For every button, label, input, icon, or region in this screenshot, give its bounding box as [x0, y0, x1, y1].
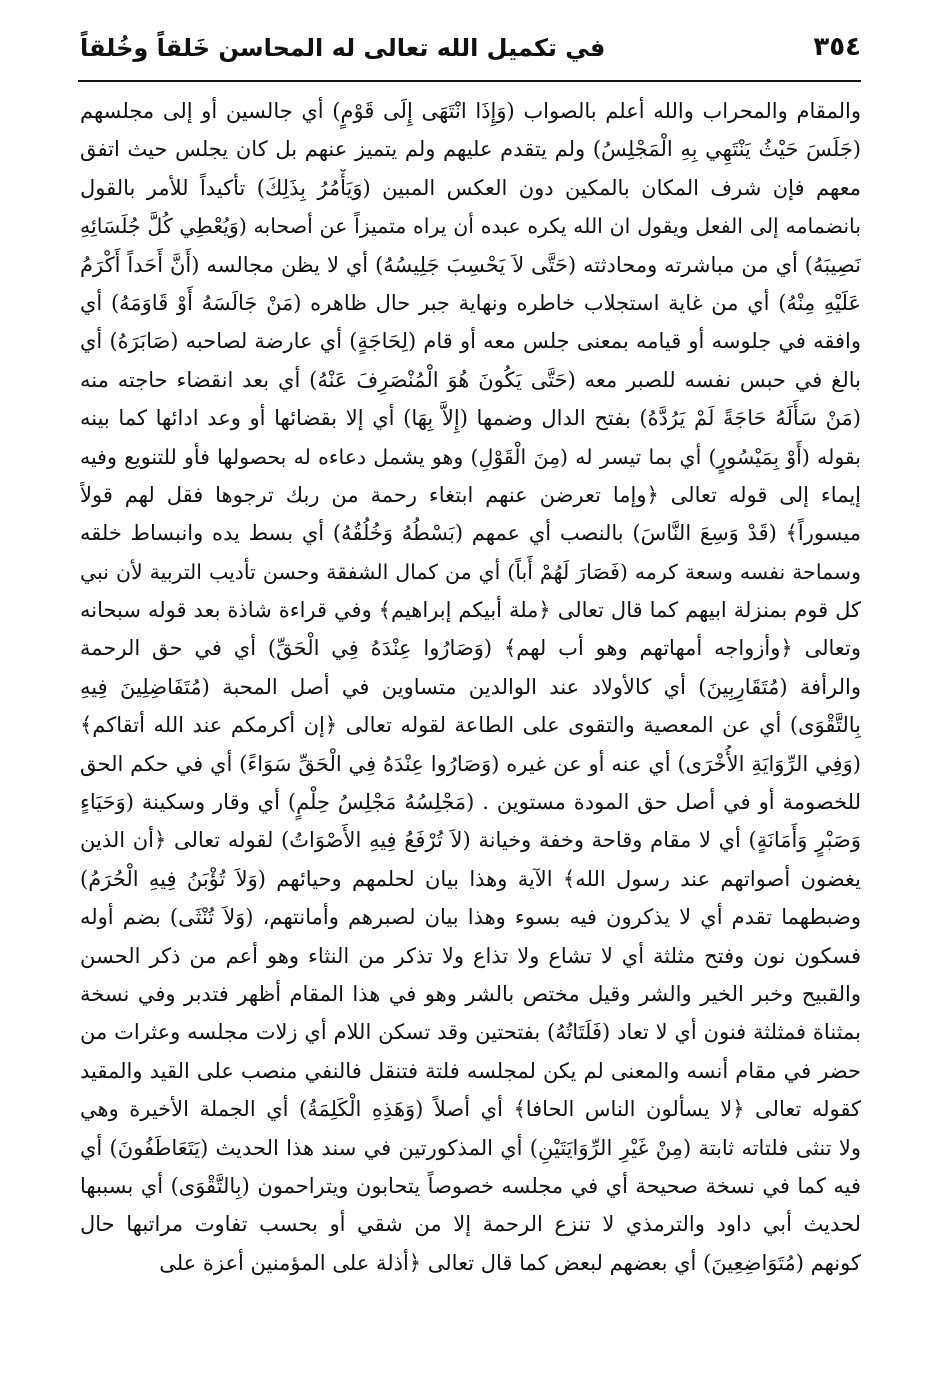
text-line: (جَلَسَ حَيْثُ يَنْتَهِي بِهِ الْمَجْلِسُ) ولم يتقدم عليهم ولم يتميز عنهم بل كان يجلس حيث اتفق — [80, 137, 861, 162]
text-line: (وَفِي الرِّوَايَةِ الأُخْرَى) أي عنه أو عن غيره (وَصَارُوا عِنْدَهُ فِي الْحَقِّ سَوَاءً) أي في حكم الحق — [80, 751, 861, 776]
text-line: حضر في مقام أنسه والمعنى لم يكن لمجلسه فلتة فتنقل فالنفي منصب على القيد والمقيد — [80, 1058, 861, 1083]
text-line: كل قوم بمنزلة ابيهم كما قال تعالى ﴿ملة أبيكم إبراهيم﴾ وفي قراءة شاذة بعد قوله سبحانه — [80, 598, 861, 623]
text-line: وتعالى ﴿وأزواجه أمهاتهم وهو أب لهم﴾ (وَصَارُوا عِنْدَهُ فِي الْحَقِّ) أي في حق الرحمة — [80, 636, 861, 661]
text-line: معهم فإن شرف المكان بالمكين دون العكس المبين (وَيَأْمُرُ بِذَلِكَ) تأكيداً للأمر بالقول — [80, 175, 861, 200]
text-line: إيماء إلى قوله تعالى ﴿وإما تعرضن عنهم ابتغاء رحمة من ربك ترجوها فقل لهم قولاً — [80, 482, 861, 507]
text-line: كونهم (مُتَوَاضِعِينَ) أي بعضهم لبعض كما قال تعالى ﴿أذلة على المؤمنين أعزة على — [159, 1250, 861, 1275]
text-line: نَصِيبَهُ) أي من مباشرته ومحادثته (حَتَّى لاَ يَحْسِبَ جَلِيسُهُ) أي لا يظن مجالسه (أَنَّ أَحَداً أَكْرَمُ — [80, 252, 861, 277]
text-line: كقوله تعالى ﴿لا يسألون الناس الحافا﴾ أي أصلاً (وَهَذِهِ الْكَلِمَةُ) أي الجملة الأخيرة وهي — [80, 1097, 861, 1122]
text-line: والرأفة (مُتَقَارِبِينَ) أي كالأولاد عند الوالدين متساوين في أصل المحبة (مُتَفَاضِلِينَ فِيهِ — [80, 674, 861, 699]
text-line: ولا تنثى فلتاته ثابتة (مِنْ غَيْرِ الرِّوَايَتَيْنِ) أي المذكورتين في سند هذا الحديث (يَتَعَاطَفُونَ) أي — [80, 1135, 861, 1160]
header-divider — [78, 80, 861, 82]
text-line: (مَنْ سَأَلَهُ حَاجَةً لَمْ يَرُدَّهُ) بفتح الدال وضمها (إِلاَّ بِهَا) أي إلا بقضائها أو وعد ادائها كما بينه — [80, 406, 861, 431]
text-line: وَصَبْرٍ وَأَمَانَةٍ) أي لا مقام وقاحة وخفة وخيانة (لاَ تُرْفَعُ فِيهِ الأَصْوَاتُ) لقوله تعالى ﴿أن الذين — [80, 828, 861, 853]
text-line: والمقام والمحراب والله أعلم بالصواب (وَإِذَا انْتَهَى إِلَى قَوْمٍ) أي جالسين أو إلى مجلسهم — [80, 99, 861, 123]
page-number: ٣٥٤ — [813, 32, 861, 62]
text-line: فسكون نون وفتح مثلثة أي لا تشاع ولا تذاع ولا تذكر من النثاء وهو أعم من ذكر الحسن — [80, 943, 861, 968]
text-line: للخصومة أو في أصل حق المودة مستوين . (مَجْلِسُهُ مَجْلِسُ حِلْمٍ) أي وقار وسكينة (وَحَيَاءٍ — [80, 790, 861, 815]
text-line: بِالتَّقْوَى) أي عن المعصية والتقوى على الطاعة لقوله تعالى ﴿إن أكرمكم عند الله أتقاكم﴾ — [80, 713, 861, 738]
text-line: وافقه في جلوسه أو قيامه بمعنى جلس معه أو قام (لِحَاجَةٍ) أي عارضة لصاحبه (صَابَرَهُ) أي — [80, 329, 861, 354]
text-line: وضبطهما تقدم أي لا يذكرون فيه بسوء وهذا بيان لصبرهم وأمانتهم، (وَلاَ تُنْثَى) بضم أوله — [80, 905, 861, 930]
text-line: بالغ في حبس نفسه للصبر معه (حَتَّى يَكُونَ هُوَ الْمُنْصَرِفَ عَنْهُ) أي بعد انقضاء حاجته منه — [80, 367, 861, 392]
text-line: بقوله (أَوْ بِمَيْسُورٍ) أي بما تيسر له (مِنَ الْقَوْلِ) وهو يشمل دعاءه له بحصولها فأو للتنويع وفيه — [80, 444, 861, 469]
text-line: بمثناة فمثلثة فنون أي لا تعاد (فَلَتَاتُهُ) بفتحتين وقد تسكن اللام أي زلات مجلسه وعثرات من — [80, 1020, 861, 1045]
text-line: ميسوراً﴾ (قَدْ وَسِعَ النَّاسَ) بالنصب أي عمهم (بَسْطُهُ وَخُلُقُهُ) أي بسط يده وانبساط خلقه — [80, 521, 861, 546]
text-line: وسماحة نفسه وسعة كرمه (فَصَارَ لَهُمْ أَباً) أي من كمال الشفقة وحسن تأديب التربية لأن نبي — [80, 559, 861, 584]
text-line: عَلَيْهِ مِنْهُ) أي من غاية استجلاب خاطره ونهاية جبر حال ظاهره (مَنْ جَالَسَهُ أَوْ قَاوَمَهُ) أي — [80, 290, 861, 315]
text-line: بانضمامه إلى الفعل ويقول ان الله يكره عبده أن يراه متميزاً عن أصحابه (وَيُعْطِي كُلَّ جُلَسَائِهِ — [80, 214, 861, 239]
body-text — [80, 92, 861, 1344]
text-line: لحديث أبي داود والترمذي لا تنزع الرحمة إلا من شقي أو بحسب تفاوت مراتبها حال — [80, 1212, 861, 1237]
text-line: فيه كما في نسخة صحيحة أي في مجلسه خصوصاً يتحابون ويتراحمون (بِالتَّقْوَى) أي بسببها — [80, 1173, 861, 1198]
text-line: يغضون أصواتهم عند رسول الله﴾ الآية وهذا بيان لحلمهم وحيائهم (وَلاَ تُؤْبَنُ فِيهِ الْحُرَمُ) — [80, 866, 861, 891]
text-line: والقبيح وخبر الخير والشر وقيل مختص بالشر وهو في هذا المقام أظهر فتدبر وفي نسخة — [80, 981, 861, 1006]
running-title: في تكميل الله تعالى له المحاسن خَلقاً وخُلقاً — [80, 34, 606, 62]
page-header — [80, 28, 861, 74]
